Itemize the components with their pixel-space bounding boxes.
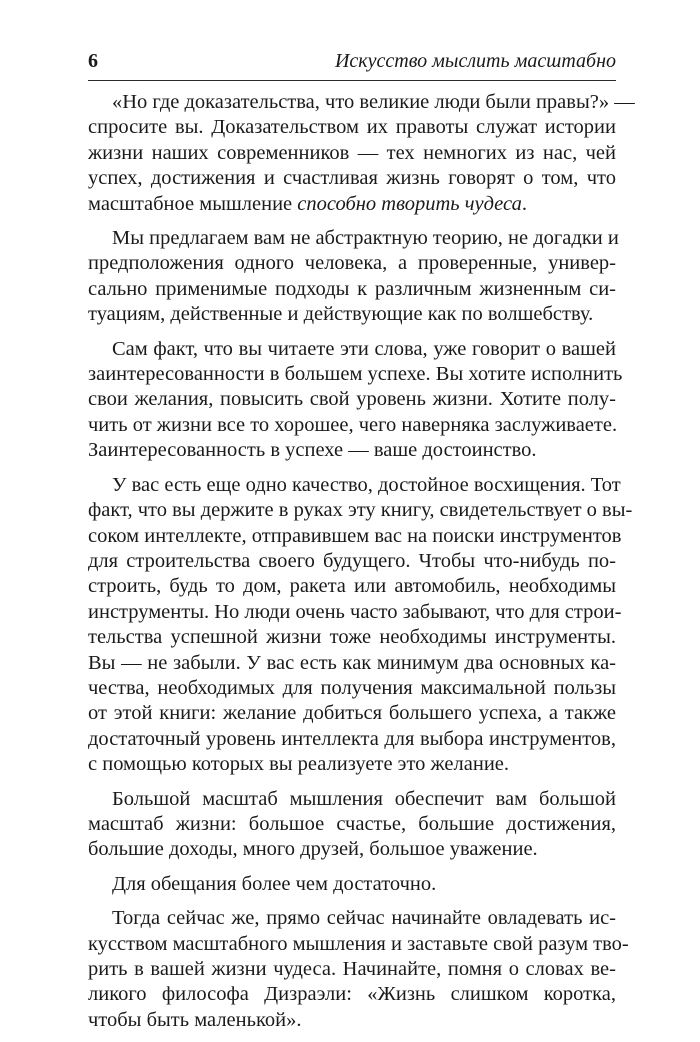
text-line: для строительства своего будущего. Чтобы что-нибудь по- bbox=[88, 549, 616, 572]
text-line: рить в вашей жизни чудеса. Начинайте, помня о словах ве- bbox=[88, 958, 616, 980]
text-line: ликого философа Дизраэли: «Жизнь слишком коротка, bbox=[88, 983, 616, 1006]
text-line: Для обещания более чем достаточно. bbox=[112, 872, 437, 895]
text-line: жизни наших современников — тех немногих из нас, чей bbox=[88, 141, 616, 164]
paragraph-1 bbox=[88, 90, 635, 217]
text-line: У вас есть еще одно качество, достойное восхищения. Тот bbox=[112, 473, 621, 496]
running-header bbox=[88, 50, 616, 81]
text-line: чтобы быть маленькой». bbox=[88, 1008, 302, 1031]
paragraph-6 bbox=[88, 872, 616, 897]
text-line bbox=[88, 192, 616, 217]
text-line: Сам факт, что вы читаете эти слова, уже говорит о вашей bbox=[112, 337, 616, 360]
text-line: от этой книги: желание добиться большего успеха, а также bbox=[88, 702, 616, 725]
text-run: масштабное мышление bbox=[88, 192, 298, 215]
text-line: соком интеллекте, отправившем вас на поиски инструментов bbox=[88, 524, 622, 547]
paragraph-3 bbox=[88, 337, 623, 464]
text-line: кусством масштабного мышления и заставьте свой разум тво- bbox=[88, 932, 629, 955]
paragraph-7 bbox=[88, 906, 629, 1033]
text-line: факт, что вы держите в руках эту книгу, свидетельствует о вы- bbox=[88, 499, 633, 522]
paragraph-2 bbox=[88, 226, 619, 328]
text-line: достаточный уровень интеллекта для выбора инструментов, bbox=[88, 727, 616, 750]
text-line: успех, достижения и счастливая жизнь говорят о том, что bbox=[88, 167, 616, 190]
text-line: свои желания, повысить свой уровень жизни. Хотите полу- bbox=[88, 388, 616, 411]
text-line: туациям, действенные и действующие как по волшебству. bbox=[88, 303, 594, 326]
text-line: масштаб жизни: большое счастье, большие достижения, bbox=[88, 812, 616, 835]
text-line: Вы — не забыли. У вас есть как минимум два основных ка- bbox=[88, 651, 616, 674]
page-number: 6 bbox=[88, 50, 98, 72]
text-line: заинтересованности в большем успехе. Вы хотите исполнить bbox=[88, 363, 623, 386]
text-line: большие доходы, много друзей, большое уважение. bbox=[88, 838, 538, 861]
text-line: тельства успешной жизни тоже необходимы инструменты. bbox=[88, 626, 616, 649]
text-line: с помощью которых вы реализуете это желание. bbox=[88, 753, 510, 776]
book-title: Искусство мыслить масштабно bbox=[334, 50, 616, 72]
text-line: Тогда сейчас же, прямо сейчас начинайте овладевать ис- bbox=[112, 907, 616, 930]
text-line: чества, необходимых для получения максимальной пользы bbox=[88, 676, 616, 699]
text-run: . bbox=[521, 192, 527, 215]
text-line: сально применимые подходы к различным жизненным си- bbox=[88, 277, 616, 300]
book-page bbox=[88, 0, 635, 1031]
body-text bbox=[88, 90, 635, 1042]
text-line: инструменты. Но люди очень часто забывают, что для строи- bbox=[88, 600, 622, 623]
emphasis-text: способно творить чудеса bbox=[297, 192, 522, 215]
text-line: Заинтересованность в успехе — ваше достоинство. bbox=[88, 439, 537, 462]
paragraph-4 bbox=[88, 473, 633, 778]
text-line: строить, будь то дом, ракета или автомобиль, необходимы bbox=[88, 575, 616, 598]
text-line: спросите вы. Доказательством их правоты служат истории bbox=[88, 116, 616, 139]
paragraph-5 bbox=[88, 787, 616, 863]
text-line: Большой масштаб мышления обеспечит вам большой bbox=[112, 787, 616, 810]
text-line: чить от жизни все то хорошее, чего наверняка заслуживаете. bbox=[88, 413, 618, 436]
text-line: Мы предлагаем вам не абстрактную теорию, не догадки и bbox=[112, 227, 619, 250]
text-line: «Но где доказательства, что великие люди были правы?» — bbox=[112, 91, 635, 113]
text-line: предположения одного человека, а проверенные, универ- bbox=[88, 252, 616, 275]
